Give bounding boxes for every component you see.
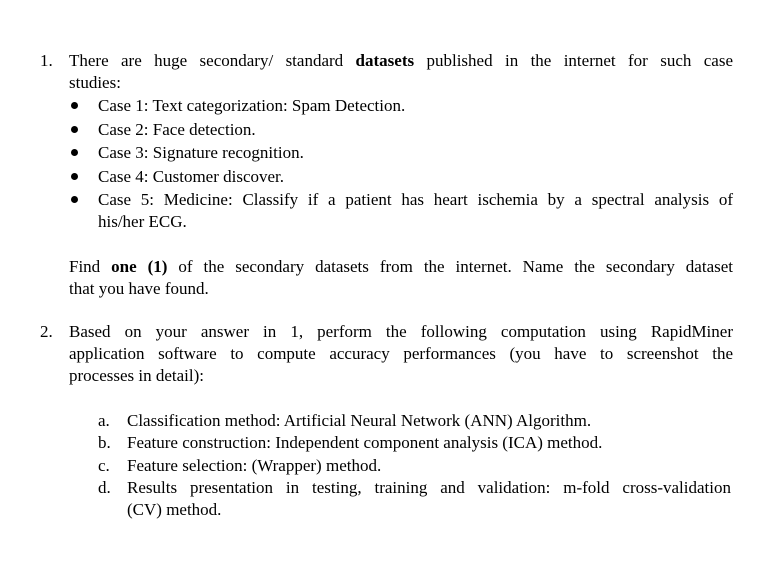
case-5-cont: his/her ECG.: [98, 212, 187, 231]
subitem-a-marker: a.: [98, 411, 110, 430]
item-2-number: 2.: [40, 322, 53, 341]
item-1-line-2: studies:: [69, 73, 121, 92]
subitem-d: Results presentation in testing, training and validation: m-fold cross-validation: [127, 478, 731, 497]
case-3: Case 3: Signature recognition.: [98, 143, 304, 162]
case-5: Case 5: Medicine: Classify if a patient has heart ischemia by a spectral analysis of: [98, 190, 733, 209]
bullet-icon: [71, 126, 78, 133]
bullet-icon: [71, 102, 78, 109]
item-1-text-cont: published in the internet for such case: [414, 51, 733, 70]
find-text: Find: [69, 257, 112, 276]
case-1: Case 1: Text categorization: Spam Detection.: [98, 96, 406, 115]
find-line-2: that you have found.: [69, 279, 209, 298]
item-1-text: There are huge secondary/ standard: [69, 51, 356, 70]
subitem-d-cont: (CV) method.: [127, 500, 222, 519]
item-2-line-2: application software to compute accuracy performances (you have to screenshot the: [69, 344, 733, 363]
item-2-line-1: Based on your answer in 1, perform the following computation using RapidMiner: [69, 322, 733, 341]
item-1-line-1: [69, 50, 733, 72]
case-4: Case 4: Customer discover.: [98, 167, 285, 186]
bullet-icon: [71, 149, 78, 156]
item-1-number: 1.: [40, 51, 53, 70]
item-1-bold-datasets: datasets: [355, 51, 415, 70]
case-2: Case 2: Face detection.: [98, 120, 256, 139]
bullet-icon: [71, 196, 78, 203]
subitem-a: Classification method: Artificial Neural Network (ANN) Algorithm.: [127, 411, 592, 430]
subitem-c: Feature selection: (Wrapper) method.: [127, 456, 382, 475]
subitem-b: Feature construction: Independent component analysis (ICA) method.: [127, 433, 603, 452]
find-text-cont: of the secondary datasets from the internet. Name the secondary dataset: [167, 257, 733, 276]
find-bold-one: one (1): [111, 257, 168, 276]
subitem-b-marker: b.: [98, 433, 111, 452]
find-line-1: [69, 256, 733, 278]
item-2-line-3: processes in detail):: [69, 366, 205, 385]
bullet-icon: [71, 173, 78, 180]
subitem-c-marker: c.: [98, 456, 110, 475]
subitem-d-marker: d.: [98, 478, 111, 497]
